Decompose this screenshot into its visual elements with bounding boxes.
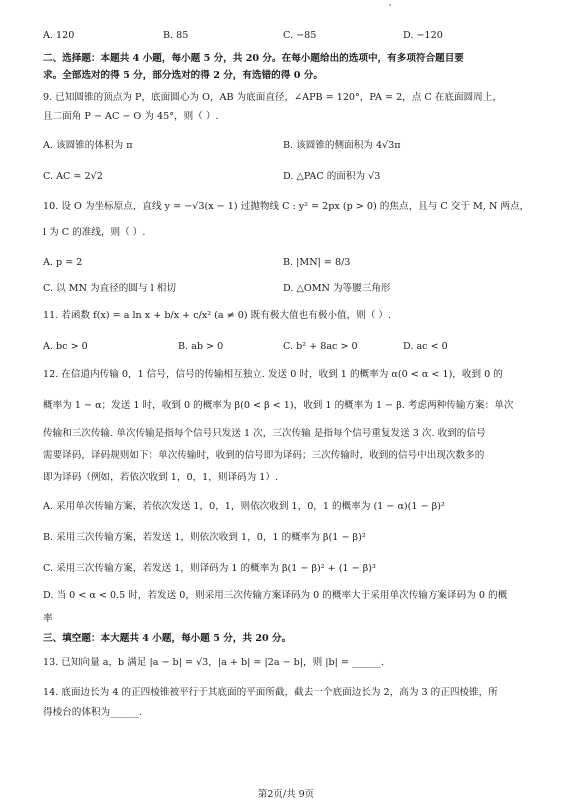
option-b: B. 85 — [163, 30, 189, 41]
q12-option-d-line2: 率 — [43, 613, 53, 624]
page-footer: 第2页/共 9页 — [257, 789, 315, 800]
q10-option-a: A. p = 2 — [43, 257, 83, 268]
scan-dot — [389, 4, 391, 6]
question-12-stem-line1: 12. 在信道内传输 0，1 信号，信号的传输相互独立. 发送 0 时，收到 1 的概率为 α(0 < α < 1)，收到 0 的 — [43, 369, 503, 380]
q11-option-a: A. bc > 0 — [43, 341, 88, 352]
question-10-stem-line2: l 为 C 的准线，则（ ）. — [43, 227, 146, 238]
q12-option-b: B. 采用三次传输方案，若发送 1，则依次收到 1，0，1 的概率为 β(1 − β)² — [43, 532, 366, 543]
q12-option-c: C. 采用三次传输方案，若发送 1，则译码为 1 的概率为 β(1 − β)² + (1 − β)³ — [43, 563, 376, 574]
section-heading-2-line2: 求。全部选对的得 5 分，部分选对的得 2 分，有选错的得 0 分。 — [43, 70, 323, 81]
section-heading-3: 三、填空题：本大题共 4 小题，每小题 5 分，共 20 分。 — [43, 633, 292, 644]
question-11-stem: 11. 若函数 f(x) = a ln x + b/x + c/x² (a ≠ 0) 既有极大值也有极小值，则（ ）. — [43, 310, 392, 321]
q9-option-c: C. AC = 2√2 — [43, 171, 103, 182]
q12-option-d-line1: D. 当 0 < α < 0.5 时，若发送 0，则采用三次传输方案译码为 0 的概率大于采用单次传输方案译码为 0 的概 — [43, 590, 508, 601]
question-12-stem-line2: 概率为 1 − α；发送 1 时，收到 0 的概率为 β(0 < β < 1)，收到 1 的概率为 1 − β. 考虑两种传输方案：单次 — [43, 400, 514, 411]
question-10-stem-line1: 10. 设 O 为坐标原点，直线 y = −√3(x − 1) 过抛物线 C : y² = 2px (p > 0) 的焦点，且与 C 交于 M, N 两点， — [43, 201, 530, 212]
q11-option-d: D. ac < 0 — [403, 341, 448, 352]
question-12-stem-line5: 即为译码（例如，若依次收到 1，0，1，则译码为 1）. — [43, 472, 279, 483]
q9-option-d: D. △PAC 的面积为 √3 — [283, 171, 381, 182]
question-14-stem-line2: 得棱台的体积为______. — [43, 707, 142, 718]
section-heading-2-line1: 二、选择题：本题共 4 小题，每小题 5 分，共 20 分。在每小题给出的选项中，有多项符合题目要 — [43, 53, 464, 64]
question-12-stem-line3: 传输和三次传输. 单次传输是指每个信号只发送 1 次，三次传输 是指每个信号重复发送 3 次. 收到的信号 — [43, 428, 486, 439]
option-c: C. −85 — [283, 30, 317, 41]
question-9-stem-line1: 9. 已知圆锥的顶点为 P，底面圆心为 O，AB 为底面直径，∠APB = 120°，PA = 2，点 C 在底面圆周上， — [43, 92, 502, 103]
question-14-stem-line1: 14. 底面边长为 4 的正四棱锥被平行于其底面的平面所截，截去一个底面边长为 2，高为 3 的正四棱锥，所 — [43, 687, 498, 698]
question-12-stem-line4: 需要译码，译码规则如下：单次传输时，收到的信号即为译码；三次传输时，收到的信号中出现次数多的 — [43, 450, 485, 461]
q11-option-c: C. b² + 8ac > 0 — [283, 341, 358, 352]
q12-option-a: A. 采用单次传输方案，若依次发送 1，0，1，则依次收到 1，0，1 的概率为 (1 − α)(1 − β)² — [43, 501, 445, 512]
option-d: D. −120 — [403, 30, 443, 41]
q11-option-b: B. ab > 0 — [178, 341, 224, 352]
q10-option-b: B. |MN| = 8/3 — [283, 257, 351, 268]
option-a: A. 120 — [43, 30, 75, 41]
q10-option-d: D. △OMN 为等腰三角形 — [283, 283, 391, 294]
q10-option-c: C. 以 MN 为直径的圆与 l 相切 — [43, 283, 176, 294]
question-13-stem: 13. 已知向量 a，b 满足 |a − b| = √3，|a + b| = |2a − b|，则 |b| = ______. — [43, 657, 384, 668]
question-9-stem-line2: 且二面角 P − AC − O 为 45°，则（ ）. — [43, 111, 219, 122]
q9-option-a: A. 该圆锥的体积为 π — [43, 140, 133, 151]
q9-option-b: B. 该圆锥的侧面积为 4√3π — [283, 140, 401, 151]
